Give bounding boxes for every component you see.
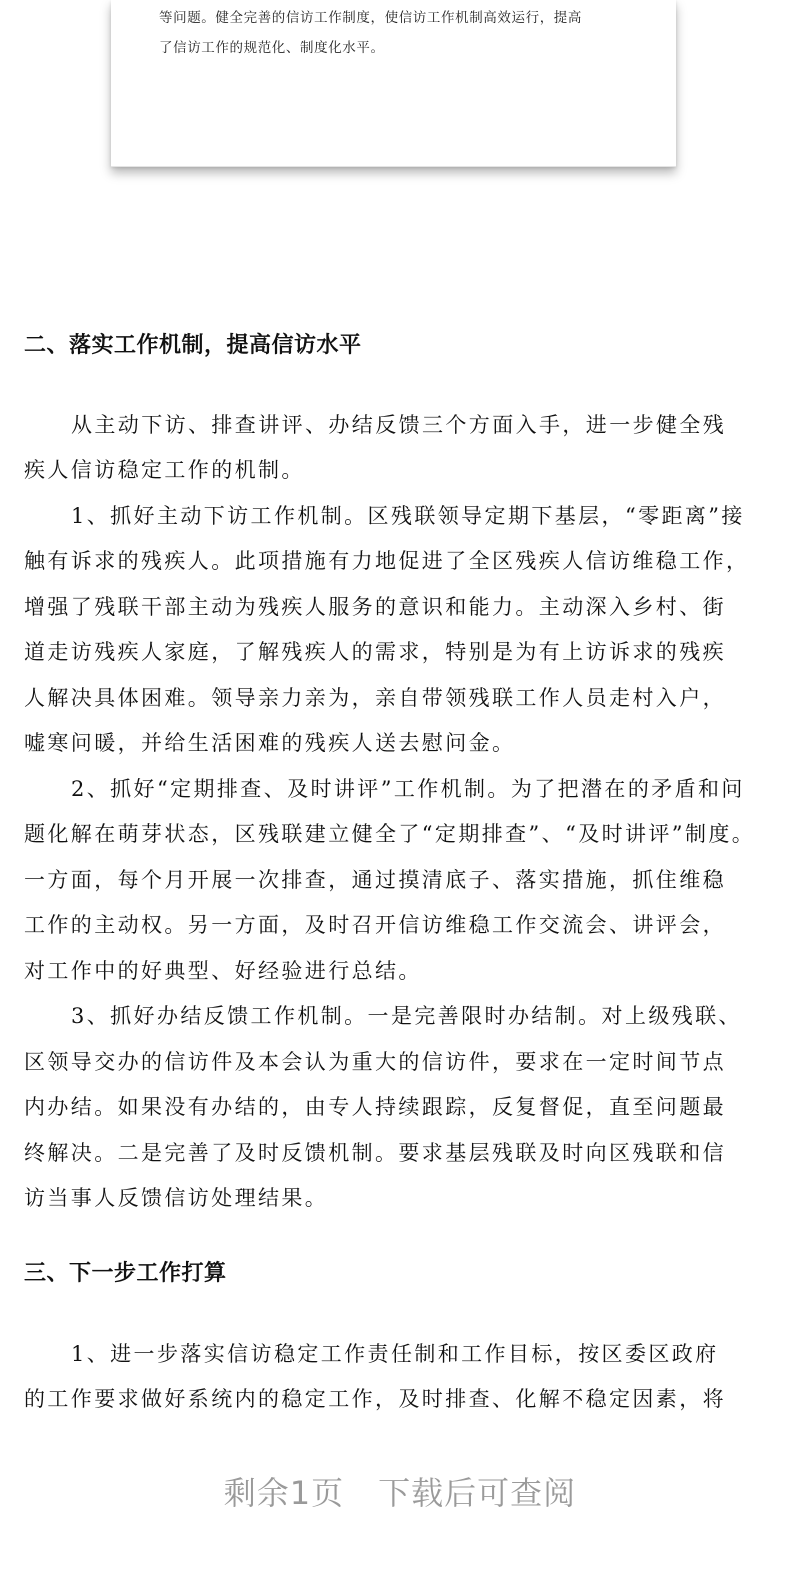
remaining-pages-text: 剩余1页 — [223, 1474, 345, 1512]
paragraph-line: 对工作中的好典型、好经验进行总结。 — [24, 959, 422, 983]
paragraph-line: 1、抓好主动下访工作机制。区残联领导定期下基层，“零距离”接 — [71, 504, 745, 528]
paragraph-line: 终解决。二是完善了及时反馈机制。要求基层残联及时向区残联和信 — [24, 1141, 726, 1165]
download-prompt[interactable] — [0, 1468, 800, 1514]
paragraph-line: 道走访残疾人家庭，了解残疾人的需求，特别是为有上访诉求的残疾 — [24, 640, 726, 664]
paragraph-line: 增强了残联干部主动为残疾人服务的意识和能力。主动深入乡村、街 — [24, 595, 726, 619]
paragraph-line: 1、进一步落实信访稳定工作责任制和工作目标，按区委区政府 — [71, 1342, 719, 1366]
paragraph-line: 人解决具体困难。领导亲力亲为，亲自带领残联工作人员走村入户， — [24, 686, 726, 710]
paragraph-line: 触有诉求的残疾人。此项措施有力地促进了全区残疾人信访维稳工作， — [24, 549, 750, 573]
paragraph-line: 一方面，每个月开展一次排查，通过摸清底子、落实措施，抓住维稳 — [24, 868, 726, 892]
paragraph-line: 3、抓好办结反馈工作机制。一是完善限时办结制。对上级残联、 — [71, 1004, 742, 1028]
paragraph-line: 题化解在萌芽状态，区残联建立健全了“定期排查”、“及时讲评”制度。 — [24, 822, 756, 846]
previous-page-card — [111, 0, 676, 167]
paragraph-line: 从主动下访、排查讲评、办结反馈三个方面入手，进一步健全残 — [71, 413, 727, 437]
paragraph-line: 区领导交办的信访件及本会认为重大的信访件，要求在一定时间节点 — [24, 1050, 726, 1074]
paragraph-line: 的工作要求做好系统内的稳定工作，及时排查、化解不稳定因素，将 — [24, 1387, 726, 1411]
paragraph-line: 2、抓好“定期排查、及时讲评”工作机制。为了把潜在的矛盾和问 — [71, 777, 745, 801]
paragraph-line: 工作的主动权。另一方面，及时召开信访维稳工作交流会、讲评会， — [24, 913, 726, 937]
download-to-view-text: 下载后可查阅 — [378, 1474, 577, 1512]
paragraph-line: 嘘寒问暖，并给生活困难的残疾人送去慰问金。 — [24, 731, 516, 755]
paragraph-line: 内办结。如果没有办结的，由专人持续跟踪，反复督促，直至问题最 — [24, 1095, 726, 1119]
paragraph-line: 访当事人反馈信访处理结果。 — [24, 1186, 329, 1210]
card-text-line-1: 等问题。健全完善的信访工作制度，使信访工作机制高效运行，提高 — [159, 10, 582, 26]
paragraph-line: 疾人信访稳定工作的机制。 — [24, 458, 305, 482]
section-2-heading: 二、落实工作机制，提高信访水平 — [24, 333, 362, 358]
section-3-heading: 三、下一步工作打算 — [24, 1261, 227, 1286]
card-text-line-2: 了信访工作的规范化、制度化水平。 — [159, 40, 385, 56]
